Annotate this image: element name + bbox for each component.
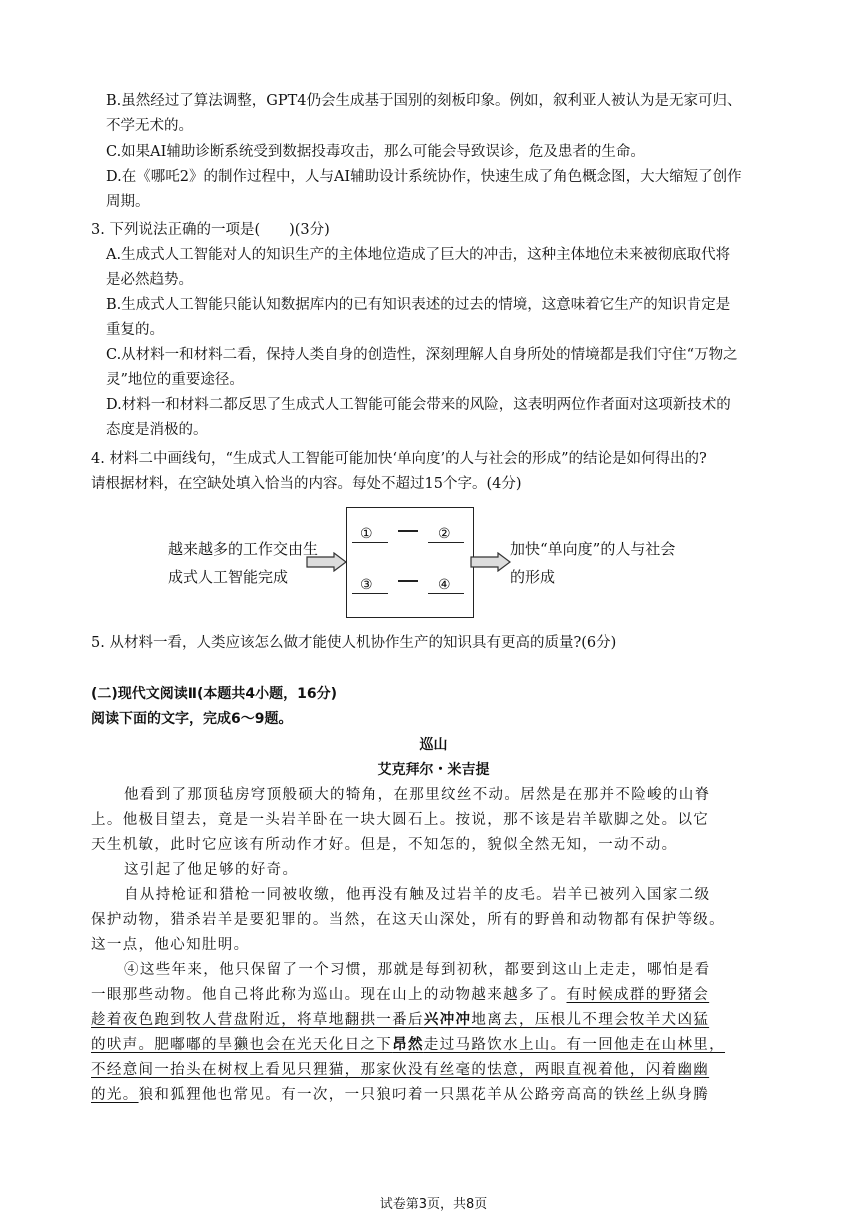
passage-author: 艾克拜尔・米吉提 — [377, 762, 490, 778]
blank-1 — [352, 542, 388, 543]
diagram-left-text-line2: 成式人工智能完成 — [168, 568, 289, 586]
q5-stem: 5. 从材料一看，人类应该怎么做才能使人机协作生产的知识具有更高的质量?(6分) — [91, 635, 617, 651]
q4-stem-line2: 请根据材料，在空缺处填入恰当的内容。每处不超过15个字。(4分) — [91, 476, 522, 492]
right-arrow-icon — [470, 552, 512, 572]
passage-p2: 这引起了他足够的好奇。 — [124, 862, 299, 878]
q3-option-c-line1: C.从材料一和材料二看，保持人类自身的创造性，深刻理解人自身所处的情境都是我们守住“万物之 — [106, 347, 738, 363]
page-footer: 试卷第3页，共8页 — [379, 1197, 488, 1212]
q2-option-b-line1: B.虽然经过了算法调整，GPT4仍会生成基于国别的刻板印象。例如，叙利亚人被认为是无家可归、 — [106, 93, 742, 109]
right-arrow-icon — [306, 552, 348, 572]
blank-2-label: ② — [438, 526, 451, 542]
diagram-right-text-line1: 加快“单向度”的人与社会 — [510, 540, 676, 558]
passage-p4-line2: 一眼那些动物。他自己将此称为巡山。现在山上的动物越来越多了。有时候成群的野猪会 — [91, 987, 710, 1003]
blank-4-label: ④ — [438, 577, 451, 593]
q3-option-b-line1: B.生成式人工智能只能认知数据库内的已有知识表述的过去的情境，这意味着它生产的知识肯定是 — [106, 297, 731, 313]
blank-4 — [428, 593, 464, 594]
diagram-right-text-line2: 的形成 — [510, 568, 556, 586]
diagram-dash-top — [398, 530, 418, 532]
q3-option-b-line2: 重复的。 — [106, 322, 164, 338]
q3-option-a-line1: A.生成式人工智能对人的知识生产的主体地位造成了巨大的冲击，这种主体地位未来被彻底取代将 — [106, 247, 731, 263]
passage-title: 巡山 — [419, 737, 448, 753]
q2-option-d-line1: D.在《哪吒2》的制作过程中，人与AI辅助设计系统协作，快速生成了角色概念图，大大缩短了创作 — [106, 169, 742, 185]
diagram-left-text-line1: 越来越多的工作交由生 — [168, 540, 319, 558]
passage-p3-line3: 这一点，他心知肚明。 — [91, 937, 250, 953]
passage-p1-line3: 天生机敏，此时它应该有所动作才好。但是，不知怎的，貌似全然无知，一动不动。 — [91, 837, 678, 853]
q3-option-c-line2: 灵”地位的重要途径。 — [106, 372, 244, 388]
q3-stem: 3. 下列说法正确的一项是( )(3分) — [91, 222, 330, 238]
passage-p4-line4: 的吠声。肥嘟嘟的旱獭也会在光天化日之下昂然走过马路饮水上山。有一回他走在山林里， — [91, 1036, 726, 1053]
passage-p4-line3: 趁着夜色跑到牧人营盘附近，将草地翻拱一番后兴冲冲地离去，压根儿不理会牧羊犬凶猛 — [91, 1011, 710, 1028]
passage-p1-line2: 上。他极目望去，竟是一头岩羊卧在一块大圆石上。按说，那不该是岩羊歇脚之处。以它 — [91, 812, 710, 828]
emphasis-word: 兴冲冲 — [423, 1011, 472, 1028]
passage-p4-line5: 不经意间一抬头在树杈上看见只狸猫，那家伙没有丝毫的怯意，两眼直视着他，闪着幽幽 — [91, 1062, 710, 1078]
q3-option-a-line2: 是必然趋势。 — [106, 272, 193, 288]
diagram-dash-bottom — [398, 580, 418, 582]
q3-option-d-line2: 态度是消极的。 — [106, 422, 208, 438]
section-heading: (二)现代文阅读Ⅱ(本题共4小题，16分) — [91, 686, 338, 702]
q2-option-c: C.如果AI辅助诊断系统受到数据投毒攻击，那么可能会导致误诊，危及患者的生命。 — [106, 144, 645, 160]
section-instruction: 阅读下面的文字，完成6～9题。 — [91, 711, 293, 727]
blank-2 — [428, 542, 464, 543]
passage-p4-line6: 的光。狼和狐狸他也常见。有一次，一只狼叼着一只黑花羊从公路旁高高的铁丝上纵身腾 — [91, 1087, 710, 1103]
passage-p3-line1: 自从持枪证和猎枪一同被收缴，他再没有触及过岩羊的皮毛。岩羊已被列入国家二级 — [124, 887, 711, 903]
passage-p3-line2: 保护动物，猎杀岩羊是要犯罪的。当然，在这天山深处，所有的野兽和动物都有保护等级。 — [91, 912, 725, 928]
passage-p4-line1: ④这些年来，他只保留了一个习惯，那就是每到初秋，都要到这山上走走，哪怕是看 — [124, 962, 711, 978]
passage-p1-line1: 他看到了那顶毡房穹顶般硕大的犄角，在那里纹丝不动。居然是在那并不险峻的山脊 — [124, 787, 711, 803]
q4-stem-line1: 4. 材料二中画线句，“生成式人工智能可能加快‘单向度’的人与社会的形成”的结论是如何得出的? — [91, 451, 707, 467]
q2-option-b-line2: 不学无术的。 — [106, 118, 193, 134]
blank-3 — [352, 593, 388, 594]
emphasis-word: 昂然 — [392, 1036, 424, 1053]
q2-option-d-line2: 周期。 — [106, 194, 150, 210]
underlined-sentence: 有时候成群的野猪会 — [566, 987, 710, 1003]
blank-3-label: ③ — [360, 577, 373, 593]
q3-option-d-line1: D.材料一和材料二都反思了生成式人工智能可能会带来的风险，这表明两位作者面对这项新技术的 — [106, 397, 731, 413]
blank-1-label: ① — [360, 526, 373, 542]
